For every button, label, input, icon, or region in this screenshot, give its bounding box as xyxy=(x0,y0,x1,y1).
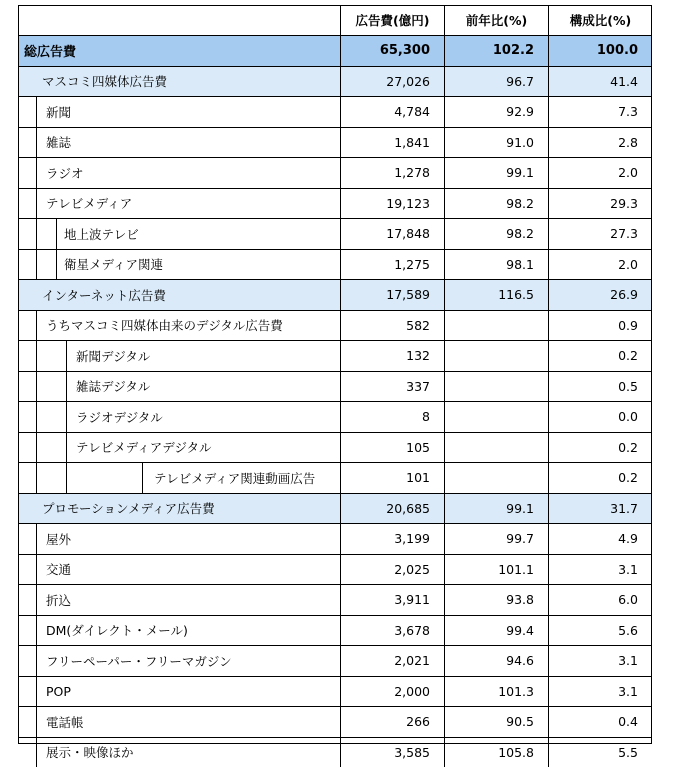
yoy-cell xyxy=(444,463,548,493)
indent-guide xyxy=(36,128,37,158)
row-label-cell xyxy=(18,97,340,127)
indent-guide xyxy=(56,250,57,280)
indent-guide xyxy=(66,463,67,493)
indent-guide xyxy=(36,646,37,676)
row-label: 雑誌デジタル xyxy=(76,372,150,402)
indent-guide xyxy=(36,158,37,188)
share-cell: 0.2 xyxy=(548,341,652,371)
ad-expenditure-table xyxy=(18,5,652,767)
table-row xyxy=(18,584,652,615)
row-label-cell xyxy=(18,463,340,493)
row-label: テレビメディアデジタル xyxy=(76,433,212,463)
yoy-cell: 101.3 xyxy=(444,677,548,707)
yoy-cell: 96.7 xyxy=(444,67,548,97)
share-cell: 0.9 xyxy=(548,311,652,341)
yoy-cell: 91.0 xyxy=(444,128,548,158)
ad-spend-cell: 3,585 xyxy=(340,738,444,767)
yoy-cell: 98.2 xyxy=(444,219,548,249)
ad-spend-cell: 3,199 xyxy=(340,524,444,554)
row-label: 新聞デジタル xyxy=(76,341,150,371)
row-label-cell xyxy=(18,341,340,371)
yoy-cell: 90.5 xyxy=(444,707,548,737)
share-cell: 4.9 xyxy=(548,524,652,554)
ad-spend-cell: 2,021 xyxy=(340,646,444,676)
indent-guide xyxy=(36,524,37,554)
row-label-cell xyxy=(18,738,340,767)
header-ad-spend: 広告費(億円) xyxy=(340,5,444,35)
row-label-cell xyxy=(18,555,340,585)
ad-spend-cell: 105 xyxy=(340,433,444,463)
ad-spend-cell: 19,123 xyxy=(340,189,444,219)
yoy-cell: 99.1 xyxy=(444,158,548,188)
share-cell: 29.3 xyxy=(548,189,652,219)
row-label: ラジオデジタル xyxy=(76,402,163,432)
row-label-cell xyxy=(18,402,340,432)
row-label: マスコミ四媒体広告費 xyxy=(42,67,167,97)
yoy-cell xyxy=(444,341,548,371)
row-label: 交通 xyxy=(46,555,71,585)
header-blank-cell xyxy=(18,5,340,35)
share-cell: 3.1 xyxy=(548,555,652,585)
share-cell: 31.7 xyxy=(548,494,652,524)
table-row xyxy=(18,35,652,66)
ad-spend-cell: 17,848 xyxy=(340,219,444,249)
indent-guide xyxy=(36,707,37,737)
ad-spend-cell: 2,025 xyxy=(340,555,444,585)
ad-spend-cell: 65,300 xyxy=(340,36,444,66)
share-cell: 7.3 xyxy=(548,97,652,127)
share-cell: 27.3 xyxy=(548,219,652,249)
share-cell: 2.0 xyxy=(548,250,652,280)
header-row xyxy=(18,5,652,35)
row-label: 雑誌 xyxy=(46,128,71,158)
share-cell: 3.1 xyxy=(548,677,652,707)
ad-spend-cell: 1,275 xyxy=(340,250,444,280)
yoy-cell xyxy=(444,311,548,341)
table-row xyxy=(18,645,652,676)
row-label-cell xyxy=(18,433,340,463)
row-label: ラジオ xyxy=(46,158,84,188)
indent-guide xyxy=(66,372,67,402)
yoy-cell: 92.9 xyxy=(444,97,548,127)
ad-spend-cell: 101 xyxy=(340,463,444,493)
yoy-cell: 101.1 xyxy=(444,555,548,585)
indent-guide xyxy=(36,97,37,127)
yoy-cell: 105.8 xyxy=(444,738,548,767)
table-row xyxy=(18,96,652,127)
indent-guide xyxy=(36,616,37,646)
indent-guide xyxy=(142,463,143,493)
row-label: 総広告費 xyxy=(24,36,76,66)
share-cell: 6.0 xyxy=(548,585,652,615)
row-label: テレビメディア関連動画広告 xyxy=(154,463,315,493)
share-cell: 2.8 xyxy=(548,128,652,158)
indent-guide xyxy=(36,341,37,371)
table-row xyxy=(18,66,652,97)
ad-spend-cell: 17,589 xyxy=(340,280,444,310)
row-label: 展示・映像ほか xyxy=(46,738,134,767)
yoy-cell: 98.1 xyxy=(444,250,548,280)
row-label: フリーペーパー・フリーマガジン xyxy=(46,646,232,676)
ad-spend-cell: 1,278 xyxy=(340,158,444,188)
header-yoy: 前年比(%) xyxy=(444,5,548,35)
share-cell: 0.0 xyxy=(548,402,652,432)
row-label: 屋外 xyxy=(46,524,71,554)
row-label-cell xyxy=(18,128,340,158)
share-cell: 3.1 xyxy=(548,646,652,676)
ad-spend-cell: 27,026 xyxy=(340,67,444,97)
table-row xyxy=(18,737,652,767)
ad-spend-cell: 4,784 xyxy=(340,97,444,127)
indent-guide xyxy=(66,402,67,432)
indent-guide xyxy=(36,219,37,249)
indent-guide xyxy=(36,372,37,402)
row-label: DM(ダイレクト・メール) xyxy=(46,616,188,646)
indent-guide xyxy=(66,433,67,463)
yoy-cell xyxy=(444,433,548,463)
ad-spend-cell: 266 xyxy=(340,707,444,737)
row-label-cell xyxy=(18,36,340,66)
table-row xyxy=(18,523,652,554)
header-share: 構成比(%) xyxy=(548,5,652,35)
row-label: 電話帳 xyxy=(46,707,84,737)
yoy-cell: 99.4 xyxy=(444,616,548,646)
row-label: 衛星メディア関連 xyxy=(64,250,163,280)
ad-spend-cell: 8 xyxy=(340,402,444,432)
yoy-cell: 99.7 xyxy=(444,524,548,554)
ad-spend-cell: 2,000 xyxy=(340,677,444,707)
share-cell: 2.0 xyxy=(548,158,652,188)
table-row xyxy=(18,218,652,249)
indent-guide xyxy=(36,311,37,341)
row-label: テレビメディア xyxy=(46,189,132,219)
table-row xyxy=(18,493,652,524)
share-cell: 100.0 xyxy=(548,36,652,66)
row-label-cell xyxy=(18,494,340,524)
share-cell: 0.2 xyxy=(548,463,652,493)
share-cell: 26.9 xyxy=(548,280,652,310)
table-row xyxy=(18,554,652,585)
indent-guide xyxy=(36,250,37,280)
ad-spend-cell: 3,911 xyxy=(340,585,444,615)
yoy-cell: 116.5 xyxy=(444,280,548,310)
indent-guide xyxy=(36,677,37,707)
row-label-cell xyxy=(18,616,340,646)
table-row xyxy=(18,340,652,371)
ad-spend-cell: 582 xyxy=(340,311,444,341)
row-label-cell xyxy=(18,524,340,554)
row-label-cell xyxy=(18,585,340,615)
table-row xyxy=(18,188,652,219)
table-row xyxy=(18,401,652,432)
row-label: 新聞 xyxy=(46,97,71,127)
row-label: うちマスコミ四媒体由来のデジタル広告費 xyxy=(46,311,283,341)
row-label-cell xyxy=(18,158,340,188)
indent-guide xyxy=(36,738,37,767)
row-label-cell xyxy=(18,250,340,280)
indent-guide xyxy=(36,555,37,585)
table-row xyxy=(18,432,652,463)
yoy-cell: 98.2 xyxy=(444,189,548,219)
row-label-cell xyxy=(18,189,340,219)
share-cell: 41.4 xyxy=(548,67,652,97)
table-row xyxy=(18,371,652,402)
table-row xyxy=(18,462,652,493)
table-row xyxy=(18,706,652,737)
yoy-cell: 99.1 xyxy=(444,494,548,524)
yoy-cell: 102.2 xyxy=(444,36,548,66)
table-row xyxy=(18,676,652,707)
row-label-cell xyxy=(18,646,340,676)
row-label: 折込 xyxy=(46,585,71,615)
table-row xyxy=(18,127,652,158)
row-label-cell xyxy=(18,311,340,341)
table-row xyxy=(18,310,652,341)
yoy-cell: 94.6 xyxy=(444,646,548,676)
table-row xyxy=(18,249,652,280)
row-label: プロモーションメディア広告費 xyxy=(42,494,215,524)
indent-guide xyxy=(66,341,67,371)
yoy-cell xyxy=(444,372,548,402)
indent-guide xyxy=(36,189,37,219)
table-row xyxy=(18,157,652,188)
row-label-cell xyxy=(18,372,340,402)
indent-guide xyxy=(36,402,37,432)
indent-guide xyxy=(36,585,37,615)
indent-guide xyxy=(56,219,57,249)
ad-spend-cell: 20,685 xyxy=(340,494,444,524)
ad-spend-cell: 1,841 xyxy=(340,128,444,158)
share-cell: 0.2 xyxy=(548,433,652,463)
share-cell: 0.4 xyxy=(548,707,652,737)
share-cell: 5.6 xyxy=(548,616,652,646)
ad-spend-cell: 337 xyxy=(340,372,444,402)
row-label-cell xyxy=(18,280,340,310)
share-cell: 0.5 xyxy=(548,372,652,402)
table-row xyxy=(18,279,652,310)
row-label-cell xyxy=(18,677,340,707)
row-label-cell xyxy=(18,67,340,97)
ad-spend-cell: 132 xyxy=(340,341,444,371)
share-cell: 5.5 xyxy=(548,738,652,767)
ad-spend-cell: 3,678 xyxy=(340,616,444,646)
indent-guide xyxy=(36,463,37,493)
row-label-cell xyxy=(18,219,340,249)
indent-guide xyxy=(36,433,37,463)
yoy-cell: 93.8 xyxy=(444,585,548,615)
yoy-cell xyxy=(444,402,548,432)
row-label: POP xyxy=(46,677,71,707)
row-label: 地上波テレビ xyxy=(64,219,139,249)
row-label-cell xyxy=(18,707,340,737)
row-label: インターネット広告費 xyxy=(42,280,166,310)
table-row xyxy=(18,615,652,646)
